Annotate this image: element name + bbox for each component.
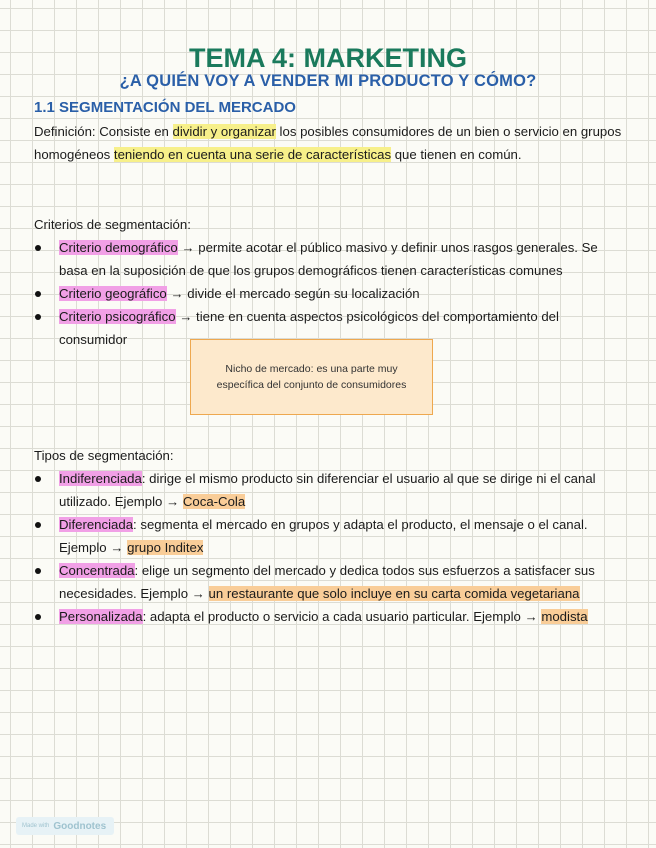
criteria-list — [34, 236, 629, 351]
type-item-diferenciada — [34, 513, 629, 559]
page-title: TEMA 4: MARKETING — [189, 43, 467, 73]
criteria-text: → divide el mercado según su localización — [166, 286, 420, 301]
criteria-text: → permite acotar el público masivo y definir unos rasgos generales. Se basa en la suposición de que los grupos demográficos tienen características comunes — [59, 240, 598, 278]
criteria-term: Criterio geográfico — [59, 286, 167, 301]
bullet-icon — [35, 522, 41, 528]
criteria-heading: Criterios de segmentación: — [34, 217, 191, 232]
type-example: un restaurante que solo incluye en su carta comida vegetariana — [208, 586, 580, 601]
criteria-item-demografico — [34, 236, 629, 282]
type-text: : segmenta el mercado en grupos y adapta el producto, el mensaje o el canal. Ejemplo → — [59, 517, 588, 555]
criteria-item-geografico — [34, 282, 629, 305]
type-example: grupo Inditex — [127, 540, 204, 555]
type-text: : elige un segmento del mercado y dedica todos sus esfuerzos a satisfacer sus necesidades. Ejemplo → — [59, 563, 595, 601]
type-text: : adapta el producto o servicio a cada usuario particular. Ejemplo → — [142, 609, 542, 624]
bullet-icon — [35, 291, 41, 297]
types-list — [34, 467, 629, 628]
criteria-term: Criterio demográfico — [59, 240, 178, 255]
type-item-indiferenciada — [34, 467, 629, 513]
type-item-personalizada — [34, 605, 629, 628]
definition-mid: los posibles consumidores de un bien o servicio en grupos homogéneos — [34, 124, 622, 162]
bullet-icon — [35, 245, 41, 251]
type-text: : dirige el mismo producto sin diferenciar el usuario al que se dirige ni el canal utilizado. Ejemplo → — [59, 471, 596, 509]
page-subtitle: ¿A QUIÉN VOY A VENDER MI PRODUCTO Y CÓMO? — [119, 72, 537, 90]
made-with-label: Made with — [22, 823, 50, 829]
type-term: Indiferenciada — [59, 471, 142, 486]
callout-text: Nicho de mercado: es una parte muy específica del conjunto de consumidores — [216, 363, 407, 391]
definition-highlight-2: teniendo en cuenta una serie de características — [113, 147, 392, 162]
type-term: Diferenciada — [59, 517, 134, 532]
definition-highlight-1: dividir y organizar — [172, 124, 276, 139]
criteria-text: → tiene en cuenta aspectos psicológicos del comportamiento del consumidor — [59, 309, 559, 347]
type-example: Coca-Cola — [182, 494, 246, 509]
bullet-icon — [35, 476, 41, 482]
bullet-icon — [35, 614, 41, 620]
niche-callout-box — [190, 339, 433, 415]
section-heading: 1.1 SEGMENTACIÓN DEL MERCADO — [34, 99, 296, 116]
type-term: Personalizada — [59, 609, 143, 624]
definition-paragraph — [34, 120, 624, 166]
goodnotes-watermark — [16, 817, 114, 835]
type-item-concentrada — [34, 559, 629, 605]
goodnotes-logo: Goodnotes — [53, 820, 107, 832]
definition-lead: Definición: Consiste en — [34, 124, 173, 139]
type-term: Concentrada — [59, 563, 135, 578]
bullet-icon — [35, 568, 41, 574]
definition-tail: que tienen en común. — [391, 147, 522, 162]
types-heading: Tipos de segmentación: — [34, 448, 174, 463]
criteria-term: Criterio psicográfico — [59, 309, 176, 324]
bullet-icon — [35, 314, 41, 320]
type-example: modista — [541, 609, 588, 624]
